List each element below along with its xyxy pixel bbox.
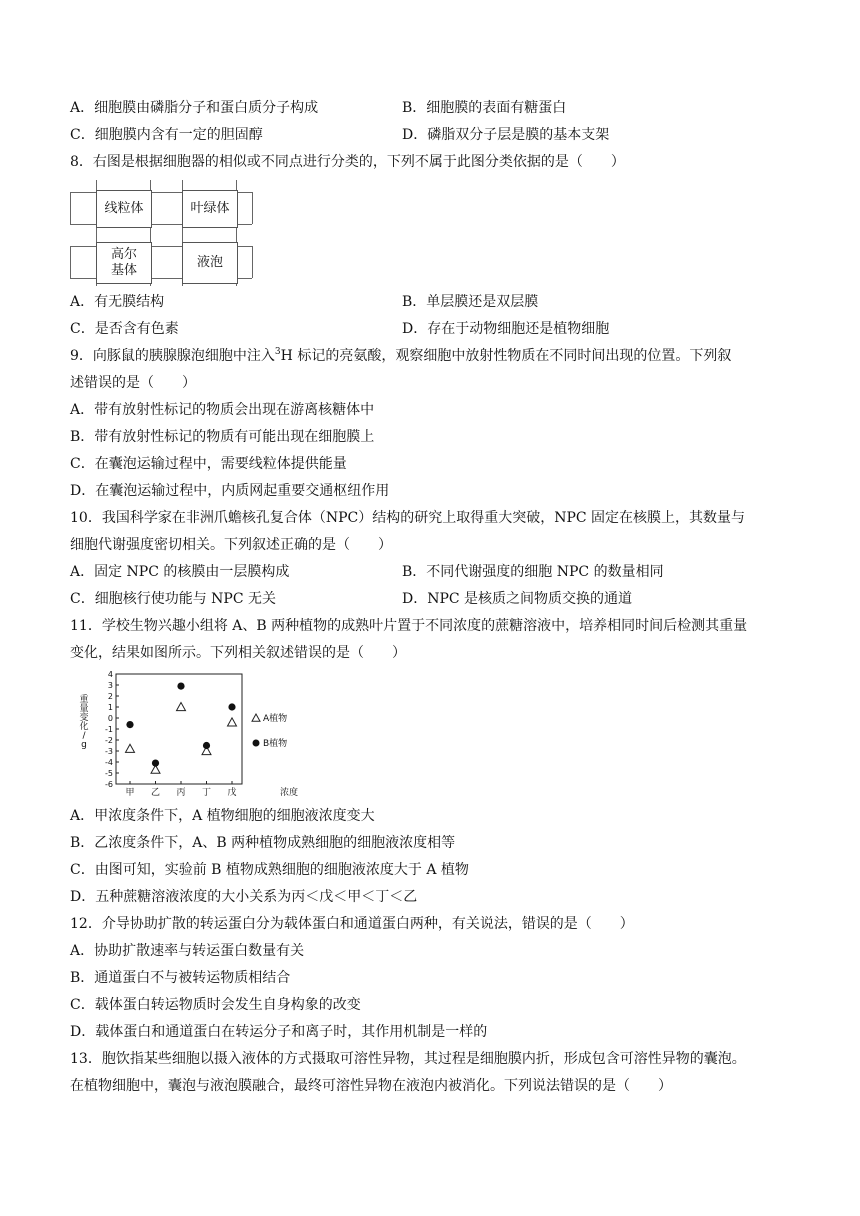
q8-option-c: C．是否含有色素 [70, 321, 179, 337]
chart-y-tick-label: -1 [105, 725, 113, 734]
q8-option-b: B．单层膜还是双层膜 [402, 294, 539, 310]
chart-point-a-plant [228, 718, 237, 726]
organelle-vacuole: 液泡 [182, 242, 238, 284]
chart-point-b-plant [126, 721, 133, 728]
legend-label: A植物 [263, 714, 288, 724]
q9-option-c: C．在囊泡运输过程中，需要线粒体提供能量 [70, 456, 347, 472]
q11-stem-line2: 变化，结果如图所示。下列相关叙述错误的是（ ） [70, 645, 406, 661]
organelle-golgi-line2: 基体 [110, 263, 137, 278]
q7-option-c: C．细胞膜内含有一定的胆固醇 [70, 127, 263, 143]
chart-ylabel-char: g [81, 740, 87, 750]
q8-option-d: D．存在于动物细胞还是植物细胞 [402, 321, 610, 337]
chart-y-tick-label: 3 [107, 681, 113, 690]
q9-option-b: B．带有放射性标记的物质有可能出现在细胞膜上 [70, 429, 375, 445]
organelle-mitochondria: 线粒体 [96, 190, 152, 228]
q10-option-b: B．不同代谢强度的细胞 NPC 的数量相同 [402, 564, 664, 580]
q8-option-a: A．有无膜结构 [70, 294, 165, 310]
chart-y-tick-label: -6 [105, 780, 113, 789]
q9-stem-line1 [70, 346, 731, 366]
legend-label: B植物 [263, 739, 288, 749]
q9-stem-pre: 9．向豚鼠的胰腺腺泡细胞中注入 [70, 348, 275, 364]
q13-stem-line2: 在植物细胞中，囊泡与液泡膜融合，最终可溶性异物在液泡内被消化。下列说法错误的是（ ） [70, 1078, 672, 1094]
chart-plot-frame [116, 674, 242, 784]
q11-option-a: A．甲浓度条件下，A 植物细胞的细胞液浓度变大 [70, 808, 375, 824]
chart-point-b-plant [228, 703, 235, 710]
organelle-golgi [96, 242, 152, 284]
chart-y-tick-label: 2 [107, 692, 113, 701]
chart-y-tick-label: 0 [107, 714, 113, 723]
weight-change-chart [70, 668, 320, 800]
chart-point-b-plant [203, 742, 210, 749]
q11-option-c: C．由图可知，实验前 B 植物成熟细胞的细胞液浓度大于 A 植物 [70, 862, 469, 878]
q9-stem-line2: 述错误的是（ ） [70, 375, 196, 391]
legend-marker-b [253, 740, 260, 747]
q10-stem-line2: 细胞代谢强度密切相关。下列叙述正确的是（ ） [70, 537, 392, 553]
chart-ylabel-char: 量 [79, 704, 89, 714]
organelle-classification-figure [70, 180, 260, 286]
chart-y-tick-label: -5 [105, 769, 113, 778]
organelle-chloroplast: 叶绿体 [182, 190, 238, 228]
q10-stem-line1: 10．我国科学家在非洲爪蟾核孔复合体（NPC）结构的研究上取得重大突破，NPC 固定在核膜上，其数量与 [70, 510, 746, 526]
chart-point-b-plant [152, 760, 159, 767]
chart-point-b-plant [177, 683, 184, 690]
q7-option-b: B．细胞膜的表面有糖蛋白 [402, 100, 567, 116]
chart-y-tick-label: -2 [105, 736, 113, 745]
chart-point-a-plant [126, 744, 135, 752]
q8-stem: 8．右图是根据细胞器的相似或不同点进行分类的，下列不属于此图分类依据的是（ ） [70, 154, 625, 170]
chart-x-tick-label: 丁 [201, 788, 212, 798]
chart-ylabel-char: 变 [79, 713, 89, 723]
chart-y-axis-label [79, 693, 88, 750]
q9-option-a: A．带有放射性标记的物质会出现在游离核糖体中 [70, 402, 375, 418]
q13-stem-line1: 13．胞饮指某些细胞以摄入液体的方式摄取可溶性异物，其过程是细胞膜内折，形成包含可溶性异物的囊泡。 [70, 1051, 746, 1067]
q9-stem-sup: 3 [274, 347, 281, 357]
chart-ylabel-char: 化 [79, 722, 89, 732]
q7-option-a: A．细胞膜由磷脂分子和蛋白质分子构成 [70, 100, 319, 116]
chart-ylabel-char: 重 [79, 695, 89, 705]
chart-y-tick-label: -4 [105, 758, 113, 767]
chart-ylabel-char: / [82, 731, 86, 741]
q10-option-c: C．细胞核行使功能与 NPC 无关 [70, 591, 276, 607]
legend-marker-a [252, 714, 260, 721]
q10-option-d: D．NPC 是核质之间物质交换的通道 [402, 591, 633, 607]
organelle-golgi-line1: 高尔 [110, 247, 137, 262]
q11-option-b: B．乙浓度条件下，A、B 两种植物成熟细胞的细胞液浓度相等 [70, 835, 456, 851]
chart-x-tick-label: 乙 [150, 788, 161, 798]
q12-option-c: C．载体蛋白转运物质时会发生自身构象的改变 [70, 997, 361, 1013]
q7-option-d: D．磷脂双分子层是膜的基本支架 [402, 127, 610, 143]
q9-option-d: D．在囊泡运输过程中，内质网起重要交通枢纽作用 [70, 483, 390, 499]
q12-option-b: B．通道蛋白不与被转运物质相结合 [70, 970, 291, 986]
chart-y-tick-label: 1 [107, 703, 113, 712]
chart-point-a-plant [177, 703, 186, 711]
chart-x-tick-label: 甲 [125, 788, 135, 798]
q9-stem-post: H 标记的亮氨酸，观察细胞中放射性物质在不同时间出现的位置。下列叙 [280, 348, 732, 364]
q12-stem: 12．介导协助扩散的转运蛋白分为载体蛋白和通道蛋白两种，有关说法，错误的是（ ） [70, 916, 634, 932]
chart-x-axis-label: 浓度 [280, 788, 299, 798]
q12-option-d: D．载体蛋白和通道蛋白在转运分子和离子时，其作用机制是一样的 [70, 1024, 488, 1040]
chart-x-tick-label: 戊 [227, 788, 237, 798]
chart-x-tick-label: 丙 [176, 788, 186, 798]
chart-y-tick-label: -3 [105, 747, 113, 756]
q12-option-a: A．协助扩散速率与转运蛋白数量有关 [70, 943, 305, 959]
q10-option-a: A．固定 NPC 的核膜由一层膜构成 [70, 564, 290, 580]
q11-stem-line1: 11．学校生物兴趣小组将 A、B 两种植物的成熟叶片置于不同浓度的蔗糖溶液中，培养相同时间后检测其重量 [70, 618, 748, 634]
chart-y-tick-label: 4 [107, 670, 113, 679]
q11-option-d: D．五种蔗糖溶液浓度的大小关系为丙＜戊＜甲＜丁＜乙 [70, 889, 418, 905]
